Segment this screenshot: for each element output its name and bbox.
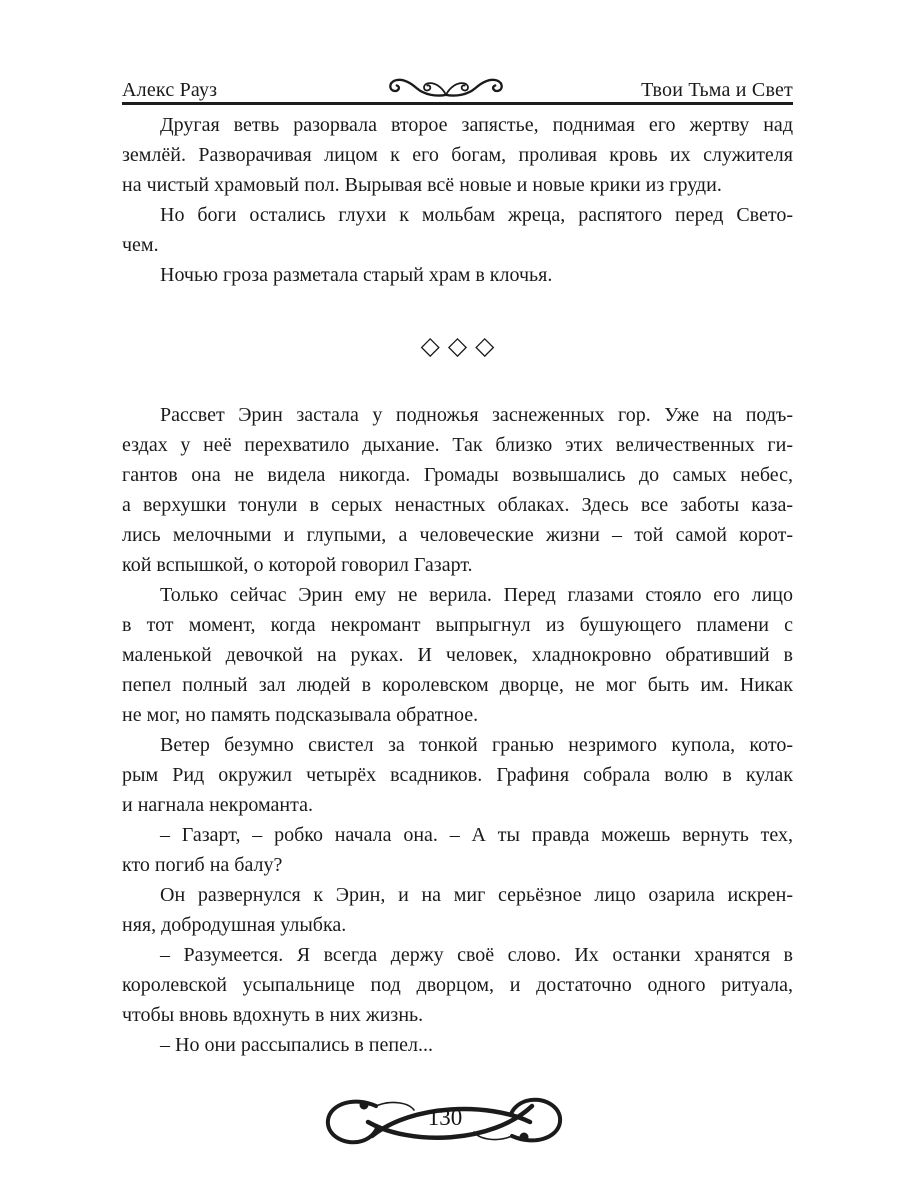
text-line: Рассвет Эрин застала у подножья заснеженных гор. Уже на подъ- xyxy=(160,404,793,426)
text-line: чтобы вновь вдохнуть в них жизнь. xyxy=(122,1004,424,1026)
text-line: кой вспышкой, о которой говорил Газарт. xyxy=(122,554,473,576)
text-line: гантов она не видела никогда. Громады возвышались до самых небес, xyxy=(122,464,793,486)
text-line: на чистый храмовый пол. Вырывая всё новые и новые крики из груди. xyxy=(122,174,722,196)
scene-break-ornament: ◇◇◇ xyxy=(420,330,503,360)
text-line: королевской усыпальнице под дворцом, и достаточно одного ритуала, xyxy=(122,974,793,996)
text-line: а верхушки тонули в серых ненастных облаках. Здесь все заботы каза- xyxy=(122,494,793,516)
text-line: Но боги остались глухи к мольбам жреца, распятого перед Свето- xyxy=(160,204,793,226)
text-line: и нагнала некроманта. xyxy=(122,794,313,816)
text-line: пепел полный зал людей в королевском дворце, не мог быть им. Никак xyxy=(122,674,793,696)
text-line: землёй. Разворачивая лицом к его богам, проливая кровь их служителя xyxy=(122,144,793,166)
text-body xyxy=(122,110,793,1060)
flourish-right-dot xyxy=(520,1133,529,1142)
text-line: чем. xyxy=(122,234,159,256)
header-author: Алекс Рауз xyxy=(122,79,218,101)
header-scroll-ornament-icon xyxy=(381,68,511,102)
text-line: не мог, но память подсказывала обратное. xyxy=(122,704,479,726)
text-line: – Газарт, – робко начала она. – А ты правда можешь вернуть тех, xyxy=(160,824,793,846)
text-line: няя, добродушная улыбка. xyxy=(122,914,347,936)
text-line: ездах у неё перехватило дыхание. Так близко этих величественных ги- xyxy=(122,434,793,456)
text-line: Ночью гроза разметала старый храм в клочья. xyxy=(160,264,553,286)
header-rule-divider xyxy=(122,102,793,105)
header-book-title: Твои Тьма и Свет xyxy=(641,79,793,101)
text-line: кто погиб на балу? xyxy=(122,854,283,876)
page-number: 130 xyxy=(427,1105,463,1130)
text-line: лись мелочными и глупыми, а человеческие жизни – той самой корот- xyxy=(122,524,793,546)
text-line: – Но они рассыпались в пепел... xyxy=(160,1034,433,1056)
text-line: Ветер безумно свистел за тонкой гранью незримого купола, кото- xyxy=(160,734,793,756)
text-line: Он развернулся к Эрин, и на миг серьёзное лицо озарила искрен- xyxy=(160,884,793,906)
text-line: – Разумеется. Я всегда держу своё слово. Их останки хранятся в xyxy=(160,944,793,966)
text-line: в тот момент, когда некромант выпрыгнул из бушующего пламени с xyxy=(122,614,793,636)
text-line: Только сейчас Эрин ему не верила. Перед глазами стояло его лицо xyxy=(160,584,793,606)
text-line: маленькой девочкой на руках. И человек, хладнокровно обративший в xyxy=(122,644,793,666)
text-line: рым Рид окружил четырёх всадников. Графиня собрала волю в кулак xyxy=(122,764,793,786)
text-line: Другая ветвь разорвала второе запястье, поднимая его жертву над xyxy=(160,114,793,136)
